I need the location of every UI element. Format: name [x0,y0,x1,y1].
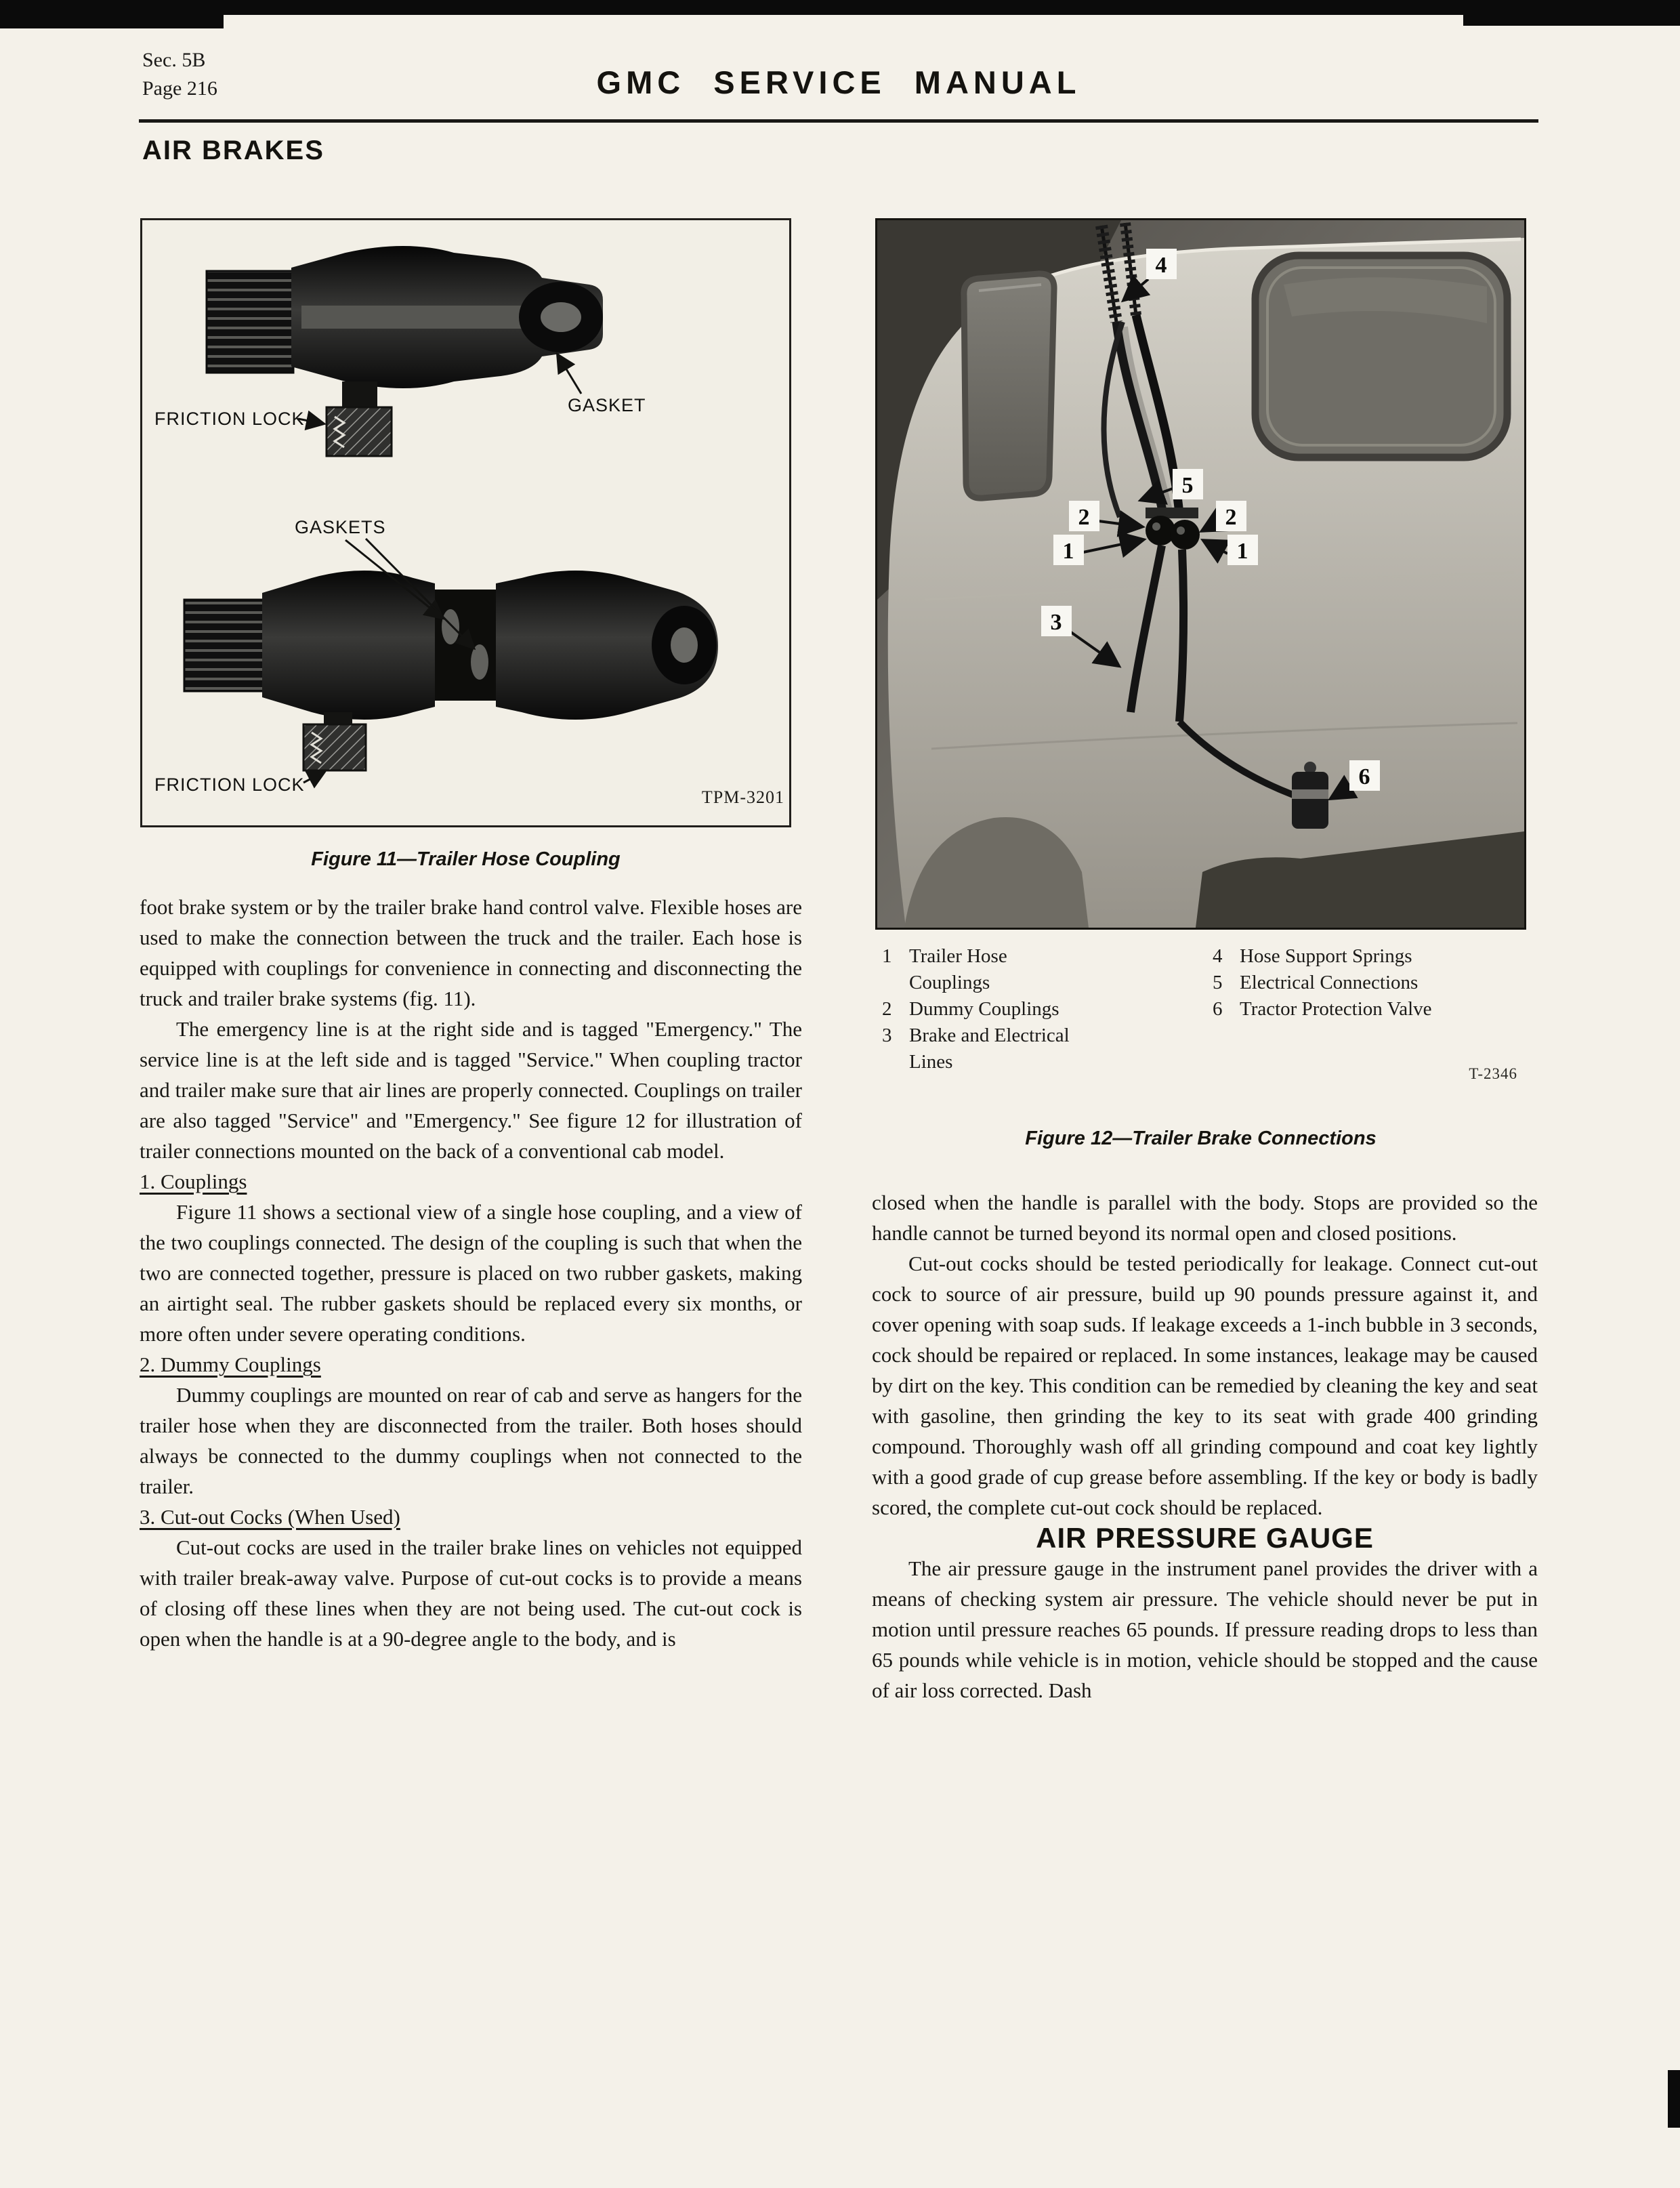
figure12-caption: Figure 12—Trailer Brake Connections [1025,1128,1377,1149]
right-paragraph-1: closed when the handle is parallel with the body. Stops are provided so the handle cannot be turned beyond its normal open and closed positions. [872,1191,1538,1245]
left-paragraph-1: foot brake system or by the trailer brake hand control valve. Flexible hoses are used to make the connection between the truck and the trailer. Each hose is equipped with couplings for convenience in connecting and disconnecting the truck and trailer brake systems (fig. 11). [140,895,802,1010]
header-rule [139,119,1538,123]
heading-air-pressure-gauge: AIR PRESSURE GAUGE [1036,1522,1374,1554]
legend-column-right [1213,943,1443,1075]
left-paragraph-3: Figure 11 shows a sectional view of a single hose coupling, and a view of the two couplings connected. The design of the coupling is such that when the two are connected together, pressure is placed on two rubber gaskets, making an airtight seal. The rubber gaskets should be replaced every six months, or more often under severe operating conditions. [140,1200,802,1346]
section-label: Sec. 5B [142,49,206,71]
left-paragraph-5: Cut-out cocks are used in the trailer brake lines on vehicles not equipped with trailer break-away valve. Purpose of cut-out cocks is to provide a means of closing off these lines when they are not being used. The cut-out cock is open when the handle is at a 90-degree angle to the body, and is [140,1535,802,1651]
legend-item-2: 2 Dummy Couplings [882,998,1059,1020]
fig11-plate-code: TPM-3201 [701,787,784,807]
fig11-leader-friction-lock-bottom [303,772,324,783]
heading-cut-out-cocks: 3. Cut-out Cocks (When Used) [140,1505,400,1529]
rear-window [1255,255,1507,457]
figure11-caption: Figure 11—Trailer Hose Coupling [311,848,621,870]
right-paragraph-3: The air pressure gauge in the instrument panel provides the driver with a means of checking system air pressure. The vehicle should never be put in motion until pressure reaches 65 pounds. If pressure reading drops to less than 65 pounds while vehicle is in motion, vehicle should be stopped and the cause of air loss corrected. Dash [872,1556,1538,1702]
right-text-column [872,1187,1538,1706]
figure12-photo-code: T-2346 [1469,1065,1517,1082]
svg-text:3: 3 [1050,610,1062,635]
svg-text:1: 1 [1062,539,1074,564]
fig11-connected-couplings-view [184,571,718,770]
svg-text:2: 2 [1225,505,1237,530]
scan-edge-right-mark [1668,2070,1680,2128]
scan-edge-top [0,0,1680,15]
figure12-photo [877,220,1524,928]
page-section-heading: AIR BRAKES [142,136,324,165]
page-number: Page 216 [142,77,217,100]
left-paragraph-4: Dummy couplings are mounted on rear of cab and serve as hangers for the trailer hose when they are disconnected from the trailer. Both hoses should always be connected to the dummy couplings when not connected to the trailer. [140,1383,802,1498]
svg-text:5: 5 [1181,473,1194,498]
figure12-legend [882,943,1526,1075]
fig11-label-friction-lock-top: FRICTION LOCK [154,409,305,429]
fig11-leader-gasket [558,356,581,394]
left-paragraph-2: The emergency line is at the right side and is tagged "Emergency." The service line is at the left side and is tagged "Service." When coupling tractor and trailer make sure that air lines are properly connected. Couplings on trailer are also tagged "Service" and "Emergency." See figure 12 for illustration of trailer connections mounted on the back of a conventional cab model. [140,1017,802,1163]
fig11-label-gaskets: GASKETS [295,517,386,537]
svg-text:1: 1 [1236,539,1248,564]
svg-text:2: 2 [1078,505,1090,530]
figure11-illustration [142,220,789,825]
manual-title: GMC SERVICE MANUAL [596,64,1081,100]
right-paragraph-2: Cut-out cocks should be tested periodically for leakage. Connect cut-out cock to source of air pressure, build up 90 pounds pressure against it, and cover opening with soap suds. If leakage exceeds a 1-inch bubble in 3 seconds, cock should be repaired or replaced. In some instances, leakage may be caused by dirt on the key. This condition can be remedied by cleaning the key and seat with gasoline, then grinding the key to its seat with grade 400 grinding compound. Thoroughly wash off all grinding compound and coat key lightly with a good grade of cup grease before assembling. If the key or body is badly scored, the complete cut-out cock should be replaced. [872,1252,1538,1519]
figure11-frame [140,218,791,827]
scan-edge-top-right [1463,0,1680,26]
quarter-window [964,274,1054,498]
legend-item-5: 5 Electrical Connections [1213,972,1419,993]
heading-dummy-couplings: 2. Dummy Couplings [140,1353,321,1376]
legend-item-6: 6 Tractor Protection Valve [1213,998,1432,1020]
fig11-label-gasket: GASKET [568,395,646,415]
left-text-column [140,892,802,1654]
heading-couplings: 1. Couplings [140,1170,247,1193]
legend-item-4: 4 Hose Support Springs [1213,945,1412,967]
svg-text:4: 4 [1155,253,1167,278]
legend-item-1: 1 Trailer Hose Couplings [882,945,1007,993]
fig11-label-friction-lock-bottom: FRICTION LOCK [154,775,305,795]
scan-edge-top-left [0,0,224,28]
figure12-frame [875,218,1526,930]
legend-column-left [882,943,1085,1075]
svg-text:6: 6 [1358,764,1370,789]
legend-item-3: 3 Brake and Electrical Lines [882,1025,1070,1073]
